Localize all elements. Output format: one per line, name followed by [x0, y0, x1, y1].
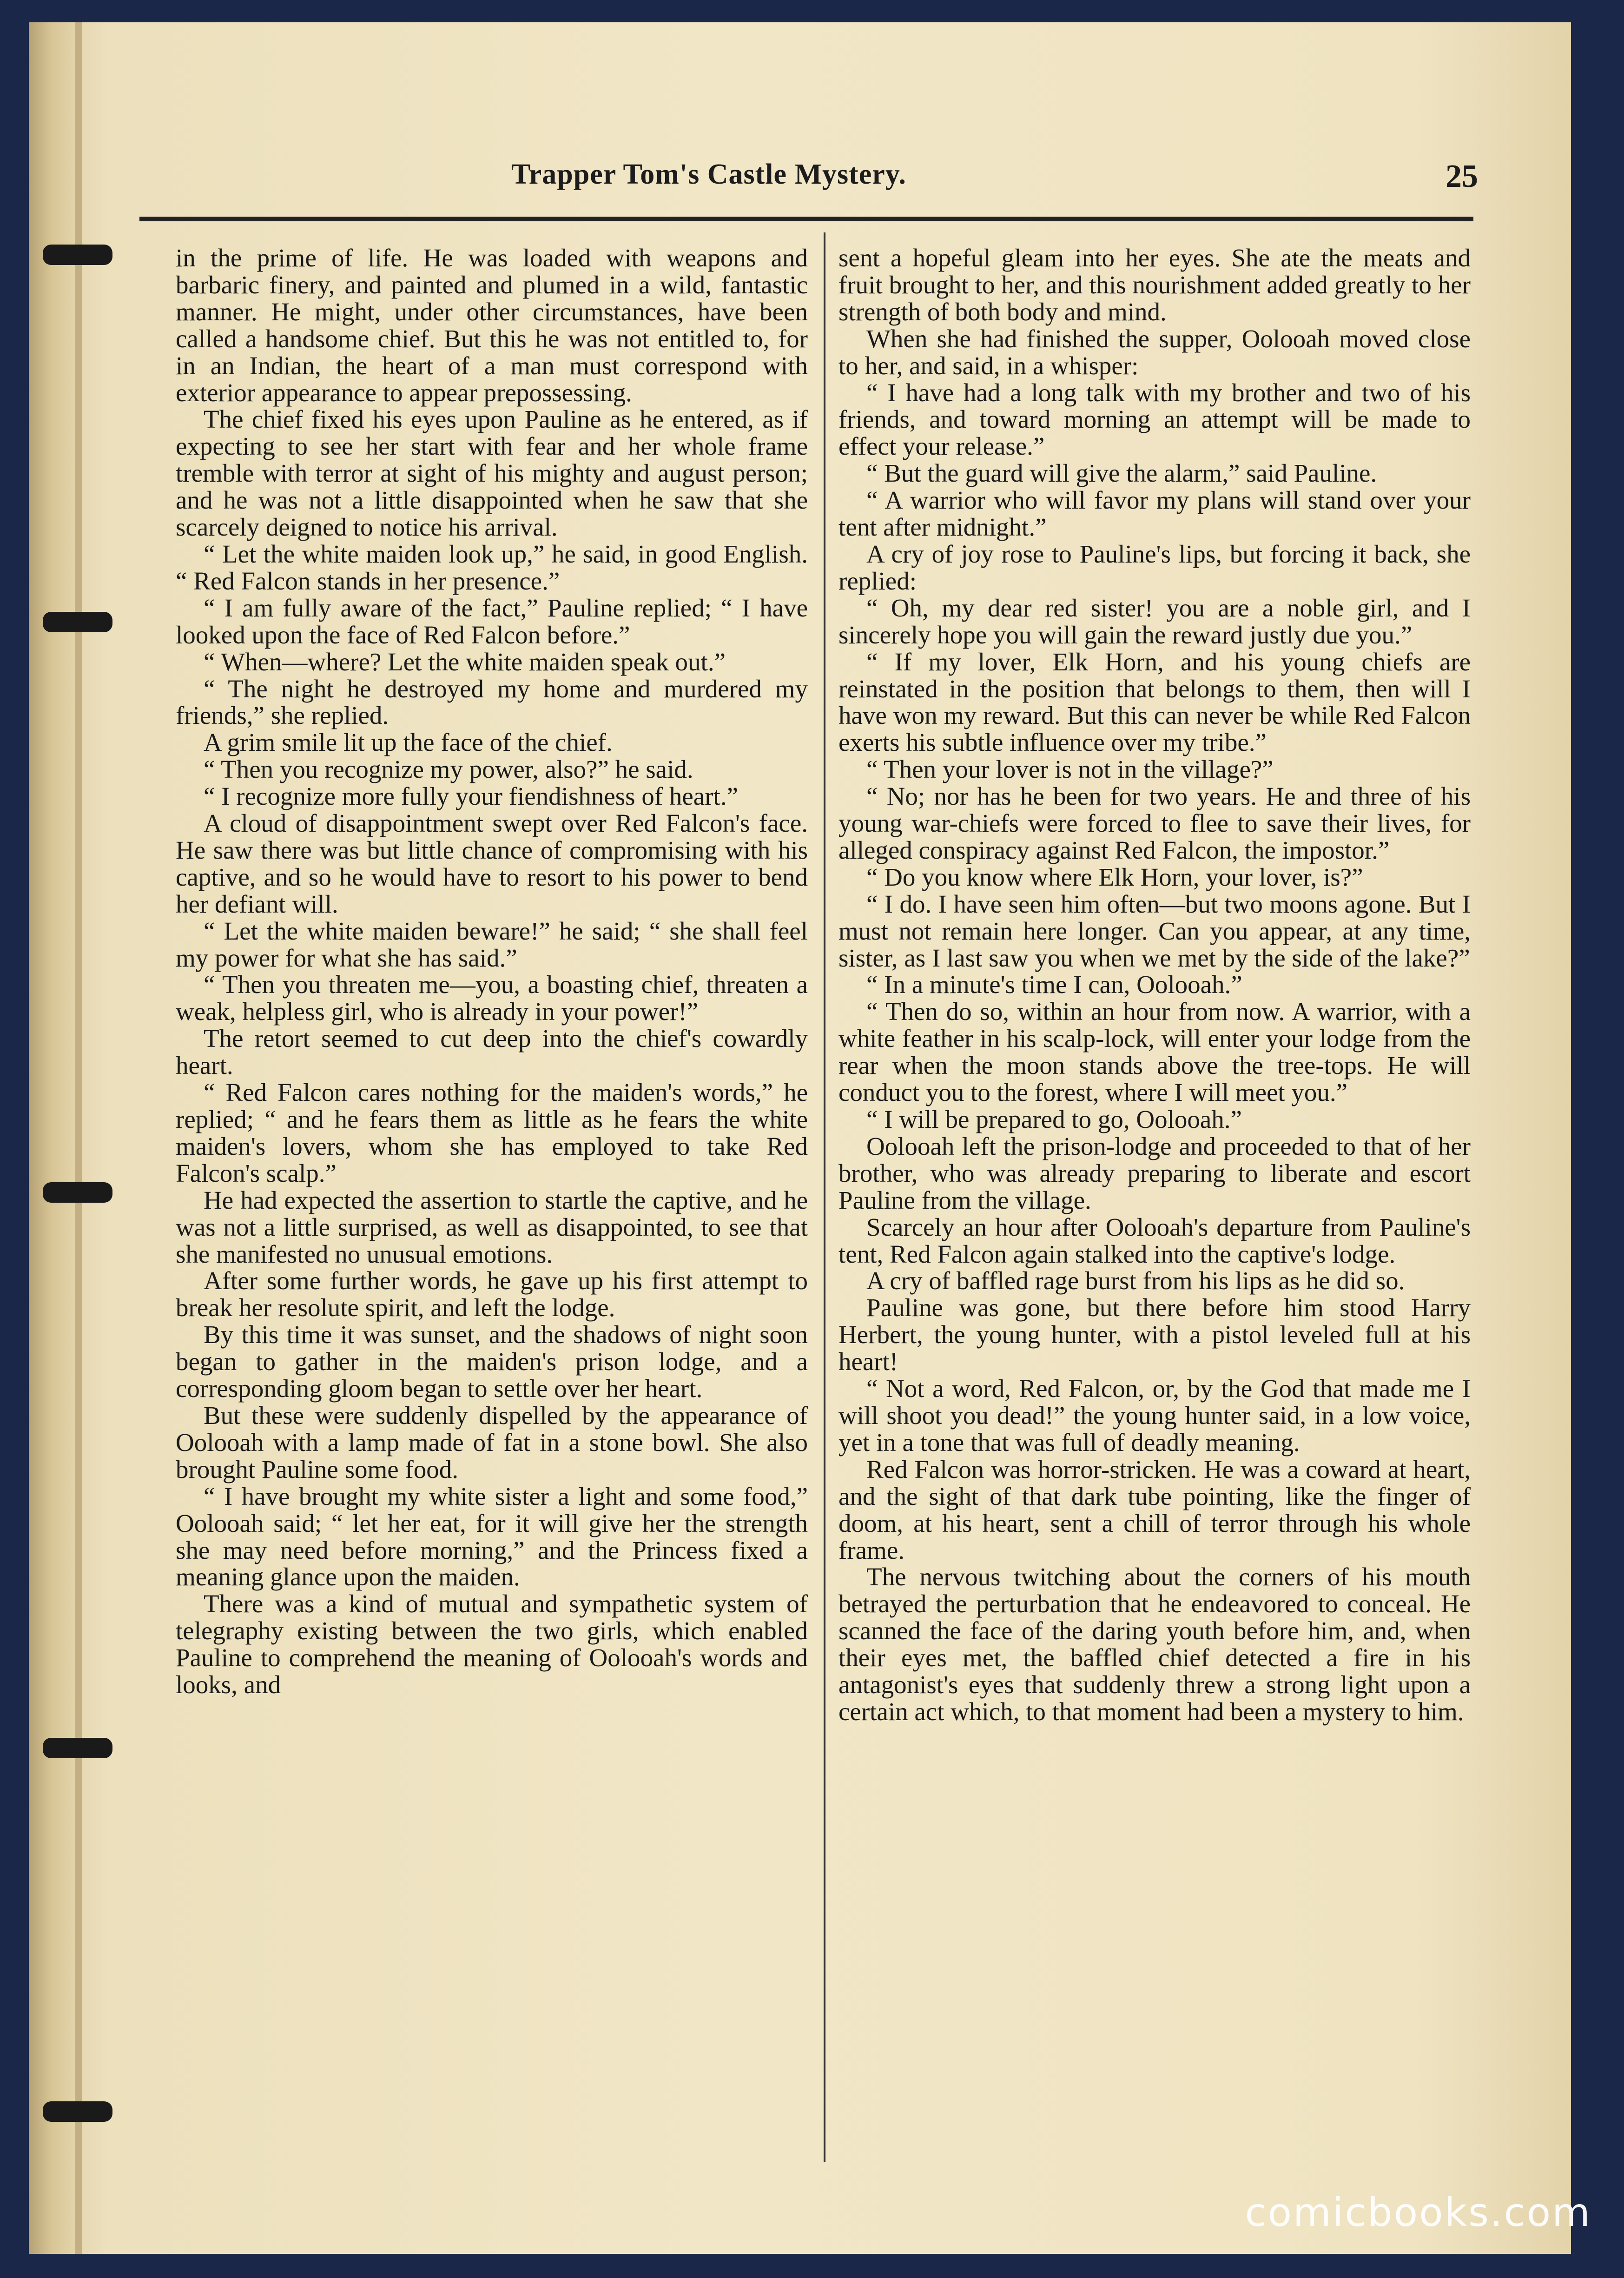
paragraph: in the prime of life. He was loaded with weapons and barbaric finery, and painted and plumed in a wild, fantastic manner. He might, under other circumstances, have been called a handsome chief. But this he was not entitled to, for in an Indian, the heart of a man must correspond with exterior appearance to appear prepossessing. [176, 245, 808, 407]
paragraph: “ Oh, my dear red sister! you are a noble girl, and I sincerely hope you will gain the reward justly due you.” [838, 593, 1471, 649]
paragraph: “ But the guard will give the alarm,” said Pauline. [866, 459, 1377, 488]
header-rule [139, 217, 1473, 221]
paragraph: “ When—where? Let the white maiden speak out.” [204, 647, 726, 676]
paragraph: After some further words, he gave up his first attempt to break her resolute spirit, and left the lodge. [176, 1266, 808, 1322]
paragraph: “ Then your lover is not in the village?” [866, 755, 1274, 784]
running-title: Trapper Tom's Castle Mystery. [511, 159, 906, 190]
paragraph: Red Falcon was horror-stricken. He was a coward at heart, and the sight of that dark tube pointing, like the finger of doom, at his heart, sent a chill of terror through his whole frame. [838, 1455, 1471, 1564]
column-rule [824, 232, 825, 2162]
watermark: comicbooks.com [1245, 2190, 1591, 2235]
paragraph: Scarcely an hour after Oolooah's departure from Pauline's tent, Red Falcon again stalked into the captive's lodge. [838, 1212, 1471, 1268]
paragraph: A cry of baffled rage burst from his lips as he did so. [866, 1266, 1405, 1295]
left-column [176, 245, 808, 2169]
paragraph: “ Red Falcon cares nothing for the maiden's words,” he replied; “ and he fears them as little as he fears the white maiden's lovers, whom she has employed to take Red Falcon's scalp.” [176, 1078, 808, 1187]
paragraph: “ I do. I have seen him often—but two moons agone. But I must not remain here longer. Can you appear, at any time, sister, as I last saw you when we met by the side of the lake?” [838, 889, 1471, 972]
binding-stitch [43, 2101, 112, 2122]
paragraph: “ Let the white maiden beware!” he said; “ she shall feel my power for what she has said.” [176, 916, 808, 972]
paragraph: Oolooah left the prison-lodge and proceeded to that of her brother, who was already preparing to liberate and escort Pauline from the village. [838, 1132, 1471, 1214]
paragraph: “ Then you threaten me—you, a boasting chief, threaten a weak, helpless girl, who is already in your power!” [176, 970, 808, 1026]
paragraph: “ I am fully aware of the fact,” Pauline replied; “ I have looked upon the face of Red Falcon before.” [176, 593, 808, 649]
paragraph: “ The night he destroyed my home and murdered my friends,” she replied. [176, 674, 808, 730]
binding-stitch [43, 612, 112, 632]
paragraph: “ No; nor has he been for two years. He and three of his young war-chiefs were forced to flee to save their lives, for alleged conspiracy against Red Falcon, the impostor.” [838, 782, 1471, 864]
page-number: 25 [1446, 159, 1478, 194]
paragraph: A cry of joy rose to Pauline's lips, but forcing it back, she replied: [838, 539, 1471, 595]
paragraph: A grim smile lit up the face of the chief. [204, 728, 613, 757]
paragraph: sent a hopeful gleam into her eyes. She ate the meats and fruit brought to her, and this nourishment added greatly to her strength of both body and mind. [838, 245, 1471, 326]
paragraph: “ I will be prepared to go, Oolooah.” [866, 1105, 1242, 1133]
paragraph: The nervous twitching about the corners of his mouth betrayed the perturbation that he endeavored to conceal. He scanned the face of the daring youth before him, and, when their eyes met, the baffled chief detected a fire in his antagonist's eyes that suddenly threw a strong light upon a certain act which, to that moment had been a mystery to him. [838, 1563, 1471, 1726]
binding-stitch [43, 245, 112, 265]
paragraph: “ Then you recognize my power, also?” he said. [204, 755, 693, 784]
paragraph: “ I recognize more fully your fiendishness of heart.” [204, 782, 738, 811]
paragraph: “ Let the white maiden look up,” he said, in good English. “ Red Falcon stands in her presence.” [176, 539, 808, 595]
paragraph: When she had finished the supper, Oolooah moved close to her, and said, in a whisper: [838, 324, 1471, 380]
paragraph: “ In a minute's time I can, Oolooah.” [866, 970, 1242, 999]
right-column [838, 245, 1471, 2169]
paragraph: “ If my lover, Elk Horn, and his young chiefs are reinstated in the position that belongs to them, then will I have won my reward. But this can never be while Red Falcon exerts his subtle influence over my tribe.” [838, 647, 1471, 757]
paragraph: A cloud of disappointment swept over Red Falcon's face. He saw there was but little chance of compromising with his captive, and so he would have to resort to his power to bend her defiant will. [176, 809, 808, 918]
paragraph: There was a kind of mutual and sympathetic system of telegraphy existing between the two girls, which enabled Pauline to comprehend the meaning of Oolooah's words and looks, and [176, 1589, 808, 1699]
page-header [139, 158, 1478, 214]
paragraph: “ Not a word, Red Falcon, or, by the God that made me I will shoot you dead!” the young hunter said, in a low voice, yet in a tone that was full of deadly meaning. [838, 1374, 1471, 1457]
paragraph: Pauline was gone, but there before him stood Harry Herbert, the young hunter, with a pistol leveled full at his heart! [838, 1293, 1471, 1376]
paragraph: “ Then do so, within an hour from now. A warrior, with a white feather in his scalp-lock, will enter your lodge from the rear when the moon stands above the tree-tops. He will conduct you to the forest, where I will meet you.” [838, 997, 1471, 1107]
binding-stitch [43, 1738, 112, 1758]
paragraph: But these were suddenly dispelled by the appearance of Oolooah with a lamp made of fat in a stone bowl. She also brought Pauline some food. [176, 1401, 808, 1483]
paragraph: The chief fixed his eyes upon Pauline as he entered, as if expecting to see her start with fear and her whole frame tremble with terror at sight of his mighty and august person; and he was not a little disappointed when he saw that she scarcely deigned to notice his arrival. [176, 405, 808, 542]
paragraph: The retort seemed to cut deep into the chief's cowardly heart. [176, 1024, 808, 1080]
paragraph: “ Do you know where Elk Horn, your lover, is?” [866, 862, 1363, 891]
binding-stitch [43, 1182, 112, 1203]
paragraph: “ A warrior who will favor my plans will stand over your tent after midnight.” [838, 486, 1471, 542]
binding-fold [75, 22, 82, 2254]
paragraph: By this time it was sunset, and the shadows of night soon began to gather in the maiden's prison lodge, and a corresponding gloom began to settle over her heart. [176, 1320, 808, 1403]
paragraph: “ I have had a long talk with my brother and two of his friends, and toward morning an attempt will be made to effect your release.” [838, 378, 1471, 461]
paragraph: He had expected the assertion to startle the captive, and he was not a little surprised, as well as disappointed, to see that she manifested no unusual emotions. [176, 1185, 808, 1268]
paragraph: “ I have brought my white sister a light and some food,” Oolooah said; “ let her eat, for it will give her the strength she may need before morning,” and the Princess fixed a meaning glance upon the maiden. [176, 1482, 808, 1591]
